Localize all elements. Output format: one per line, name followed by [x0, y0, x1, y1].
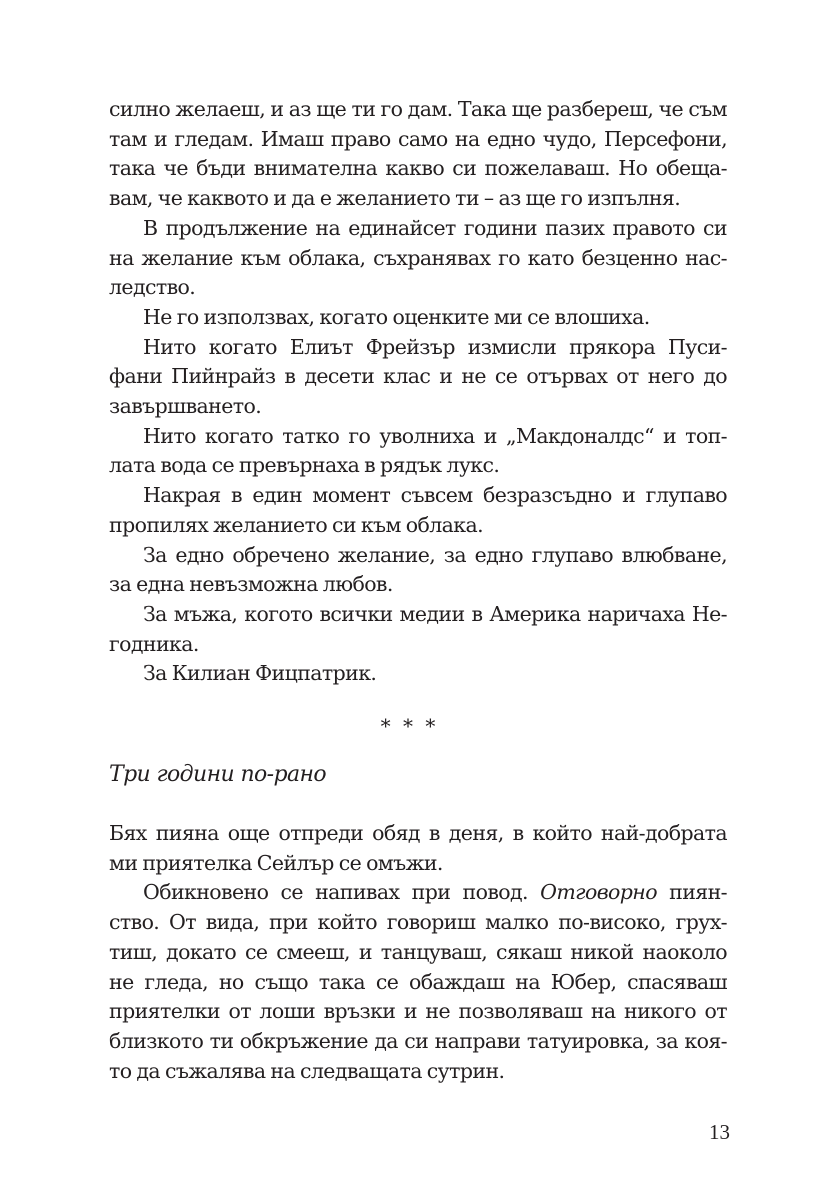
- text-run: пиян-: [669, 880, 727, 905]
- text-line: на желание към облака, съхранявах го като безценно нас-: [109, 245, 727, 270]
- emphasis-text: Отговорно: [540, 880, 657, 905]
- text-line: Нито когато Елиът Фрейзър измисли прякора Пуси-: [143, 334, 727, 359]
- page-number: 13: [709, 1120, 730, 1144]
- text-line: тиш, докато се смееш, и танцуваш, сякаш никой наоколо: [109, 939, 727, 964]
- section-separator: * * *: [380, 714, 436, 738]
- text-line: вам, че каквото и да е желанието ти – аз ще го изпълня.: [109, 186, 681, 211]
- text-line: приятелки от лоши връзки и не позволяваш на никого от: [109, 999, 727, 1024]
- text-line: Накрая в един момент съвсем безразсъдно и глупаво: [143, 483, 727, 508]
- text-line: годника.: [109, 631, 199, 656]
- text-line: близкото ти обкръжение да си направи татуировка, за коя-: [109, 1028, 727, 1053]
- text-line: пропилях желанието си към облака.: [109, 512, 484, 537]
- text-line: Нито когато татко го уволниха и „Макдоналдс“ и топ-: [143, 423, 727, 448]
- text-line: ледство.: [109, 275, 196, 300]
- text-line: там и гледам. Имаш право само на едно чудо, Персефони,: [109, 126, 727, 151]
- text-line: за една невъзможна любов.: [109, 572, 393, 597]
- text-line: Бях пияна още отпреди обяд в деня, в който най-добрата: [109, 821, 727, 845]
- text-line: завършването.: [109, 394, 262, 418]
- text-run: Обикновено се напивах при повод.: [143, 880, 541, 905]
- text-line: Не го използвах, когато оценките ми се влошиха.: [143, 304, 650, 329]
- text-line: ство. От вида, при който говориш малко по-високо, грух-: [109, 910, 727, 935]
- text-line: В продължение на единайсет години пазих правото си: [143, 215, 727, 240]
- section-heading: Три години по-рано: [109, 762, 327, 787]
- text-line: За Килиан Фицпатрик.: [143, 661, 377, 686]
- text-line: лата вода се превърнаха в рядък лукс.: [109, 453, 500, 478]
- text-line: [109, 877, 727, 907]
- text-line: За едно обречено желание, за едно глупаво влюбване,: [143, 542, 727, 567]
- text-line: не гледа, но също така се обаждаш на Юбер, спасяваш: [109, 969, 727, 994]
- text-line: За мъжа, когото всички медии в Америка наричаха Не-: [143, 601, 727, 626]
- text-line: силно желаеш, и аз ще ти го дам. Така ще разбереш, че съм: [109, 97, 727, 121]
- text-line: ми приятелка Сейлър се омъжи.: [109, 850, 443, 875]
- text-line: фани Пийнрайз в десети клас и не се отървах от него до: [109, 364, 727, 389]
- text-line: то да съжалява на следващата сутрин.: [109, 1058, 505, 1083]
- text-line: така че бъди внимателна какво си пожелаваш. Но обеща-: [109, 156, 727, 181]
